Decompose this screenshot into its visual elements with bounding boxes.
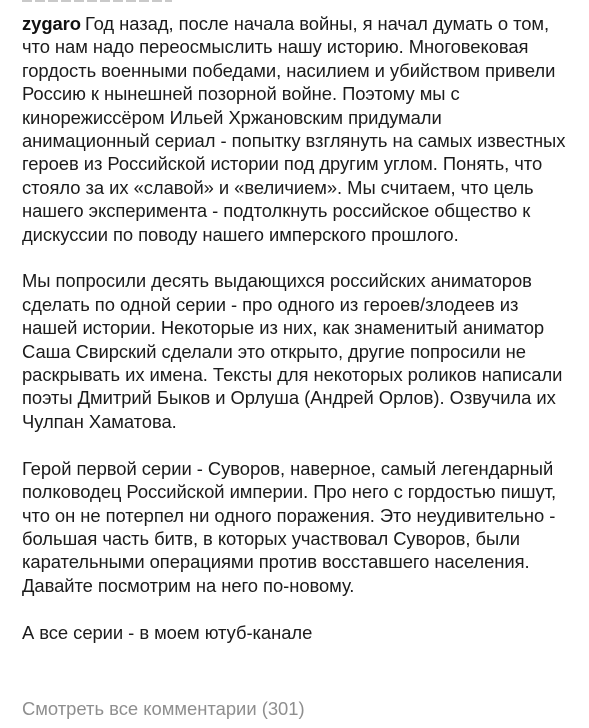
post-caption xyxy=(22,12,574,644)
caption-paragraph-2: Мы попросили десять выдающихся российских аниматоров сделать по одной серии - про одного из героев/злодеев из нашей истории. Некоторые из них, как знаменитый аниматор Саша Свирский сделали это открыто, другие попросили не раскрывать их имена. Тексты для некоторых роликов написали поэты Дмитрий Быков и Орлуша (Андрей Орлов). Озвучила их Чулпан Хаматова. xyxy=(22,270,563,432)
caption-text-1: Год назад, после начала войны, я начал думать о том, что нам надо переосмыслить нашу историю. Многовековая гордость военными победами, насилием и убийством привели Россию к нынешней позорной войне. Поэтому мы с кинорежиссёром Ильей Хржановским придумали анимационный сериал - попытку взглянуть на самых известных героев из Российской истории под другим углом. Понять, что стояло за их «славой» и «величием». Мы считаем, что цель нашего эксперимента - подтолкнуть российское общество к дискуссии по поводу нашего имперского прошлого. xyxy=(22,13,566,245)
cropped-text-fragment xyxy=(22,0,172,2)
caption-paragraph-4: А все серии - в моем ютуб-канале xyxy=(22,621,313,643)
caption-username[interactable]: zygaro xyxy=(22,13,81,34)
cropped-previous-line xyxy=(0,0,589,4)
view-all-comments-link[interactable]: Смотреть все комментарии (301) xyxy=(22,698,305,719)
caption-paragraph-3: Герой первой серии - Суворов, наверное, самый легендарный полководец Российской империи. Про него с гордостью пишут, что он не потерпел ни одного поражения. Это неудивительно - большая часть битв, в которых участвовал Суворов, были карательными операциями против восставшего населения. Давайте посмотрим на него по-новому. xyxy=(22,457,557,596)
caption-paragraph-1 xyxy=(22,12,574,246)
